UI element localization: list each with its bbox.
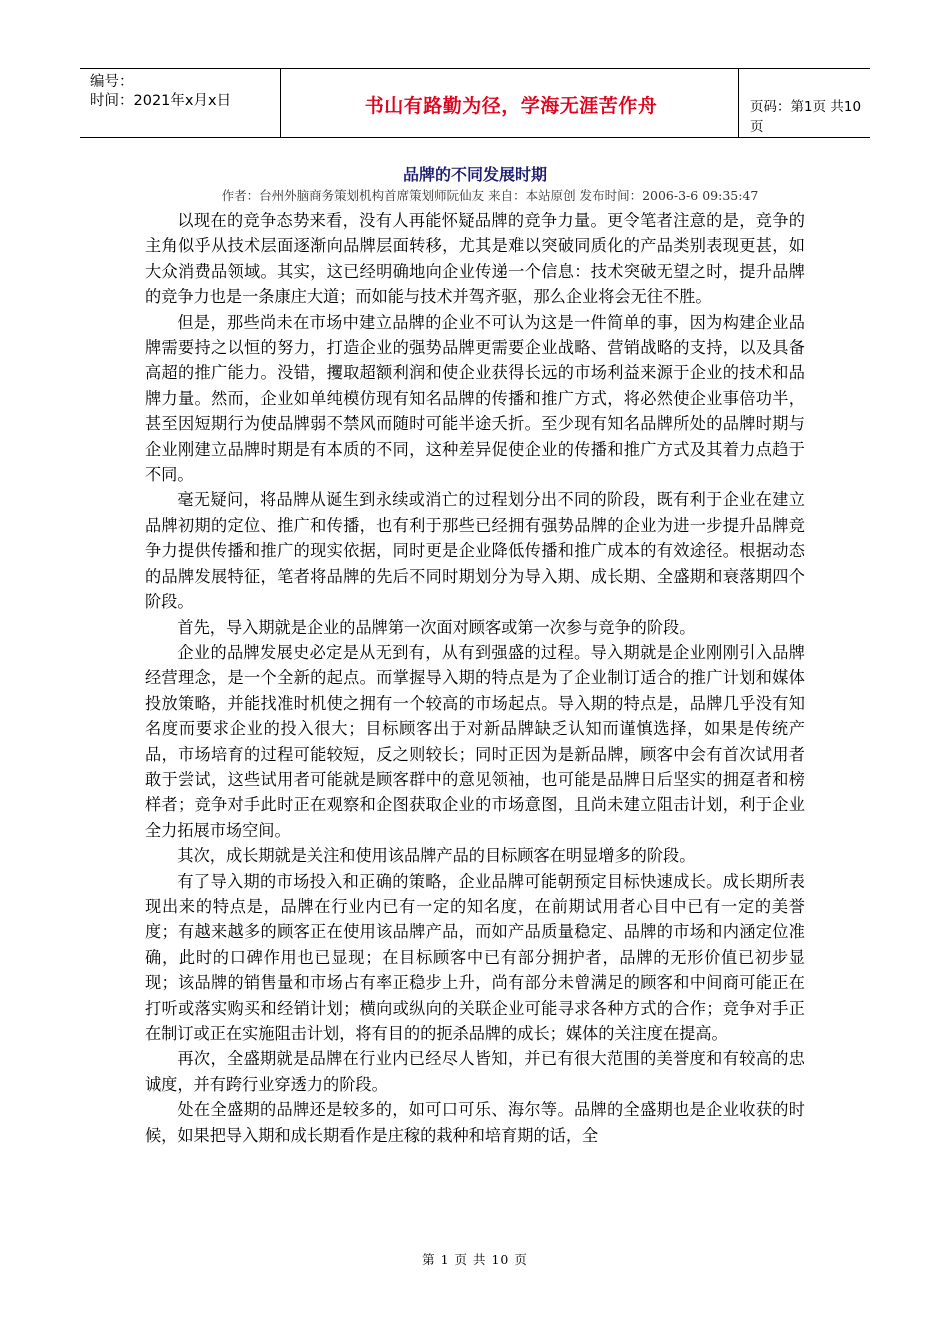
header-page-info: 页码：第1页 共10页 (750, 99, 862, 135)
header-divider-left (280, 69, 281, 137)
paragraph: 企业的品牌发展史必定是从无到有，从有到强盛的过程。导入期就是企业刚刚引入品牌经营理念，是一个全新的起点。而掌握导入期的特点是为了企业制订适合的推广计划和媒体投放策略，并能找准时机使之拥有一个较高的市场起点。导入期的特点是，品牌几乎没有知名度而要求企业的投入很大；目标顾客出于对新品牌缺乏认知而谨慎选择，如果是传统产品，市场培育的过程可能较短，反之则较长；同时正因为是新品牌，顾客中会有首次试用者敢于尝试，这些试用者可能就是顾客群中的意见领袖，也可能是品牌日后坚实的拥趸者和榜样者；竞争对手此时正在观察和企图获取企业的市场意图，且尚未建立阻击计划，利于企业全力拓展市场空间。 (145, 642, 805, 840)
paragraph: 再次，全盛期就是品牌在行业内已经尽人皆知，并已有很大范围的美誉度和有较高的忠诚度，并有跨行业穿透力的阶段。 (145, 1049, 805, 1094)
header-divider-right (738, 69, 739, 137)
paragraph: 有了导入期的市场投入和正确的策略，企业品牌可能朝预定目标快速成长。成长期所表现出来的特点是，品牌在行业内已有一定的知名度，在前期试用者心目中已有一定的美誉度；有越来越多的顾客正在使用该品牌产品，而如产品质量稳定、品牌的市场和内涵定位准确，此时的口碑作用也已显现；在目标顾客中已有部分拥护者，品牌的无形价值已初步显现；该品牌的销售量和市场占有率正稳步上升，尚有部分未曾满足的顾客和中间商可能正在打听或落实购买和经销计划；横向或纵向的关联企业可能寻求各种方式的合作；竞争对手正在制订或正在实施阻击计划，将有目的的扼杀品牌的成长；媒体的关注度在提高。 (145, 871, 805, 1043)
header-meta (90, 73, 280, 111)
header-motto: 书山有路勤为径，学海无涯苦作舟 (364, 95, 658, 117)
paragraph: 首先，导入期就是企业的品牌第一次面对顾客或第一次参与竞争的阶段。 (177, 617, 696, 637)
paragraph: 毫无疑问，将品牌从诞生到永续或消亡的过程划分出不同的阶段，既有利于企业在建立品牌初期的定位、推广和传播，也有利于那些已经拥有强势品牌的企业为进一步提升品牌竞争力提供传播和推广的现实依据，同时更是企业降低传播和推广成本的有效途径。根据动态的品牌发展特征，笔者将品牌的先后不同时期划分为导入期、成长期、全盛期和衰落期四个阶段。 (145, 490, 805, 612)
paragraph: 处在全盛期的品牌还是较多的，如可口可乐、海尔等。品牌的全盛期也是企业收获的时候，如果把导入期和成长期看作是庄稼的栽种和培育期的话，全 (145, 1100, 805, 1145)
article-byline: 作者：台州外脑商务策划机构首席策划师阮仙友 来自：本站原创 发布时间：2006-3-6 09:35:47 (221, 188, 759, 203)
document-number-label: 编号： (90, 74, 134, 90)
document-header (80, 68, 870, 138)
page-footer: 第 1 页 共 10 页 (422, 1252, 528, 1267)
paragraph: 以现在的竞争态势来看，没有人再能怀疑品牌的竞争力量。更令笔者注意的是，竞争的主角似乎从技术层面逐渐向品牌层面转移，尤其是难以突破同质化的产品类别表现更甚，如大众消费品领域。其实，这已经明确地向企业传递一个信息：技术突破无望之时，提升品牌的竞争力也是一条康庄大道；而如能与技术并驾齐驱，那么企业将会无往不胜。 (145, 211, 805, 307)
article-body (145, 208, 805, 1148)
document-date-label: 时间：2021年x月x日 (90, 93, 232, 109)
paragraph: 其次，成长期就是关注和使用该品牌产品的目标顾客在明显增多的阶段。 (177, 846, 696, 866)
paragraph: 但是，那些尚未在市场中建立品牌的企业不可认为这是一件简单的事，因为构建企业品牌需要持之以恒的努力，打造企业的强势品牌更需要企业战略、营销战略的支持，以及具备高超的推广能力。没错，攫取超额利润和使企业获得长远的市场利益来源于企业的技术和品牌力量。然而，企业如单纯模仿现有知名品牌的传播和推广方式，将必然使企业事倍功半，甚至因短期行为使品牌弱不禁风而随时可能半途夭折。至少现有知名品牌所处的品牌时期与企业刚建立品牌时期是有本质的不同，这种差异促使企业的传播和推广方式及其着力点趋于不同。 (145, 312, 805, 485)
article-title: 品牌的不同发展时期 (402, 165, 547, 184)
